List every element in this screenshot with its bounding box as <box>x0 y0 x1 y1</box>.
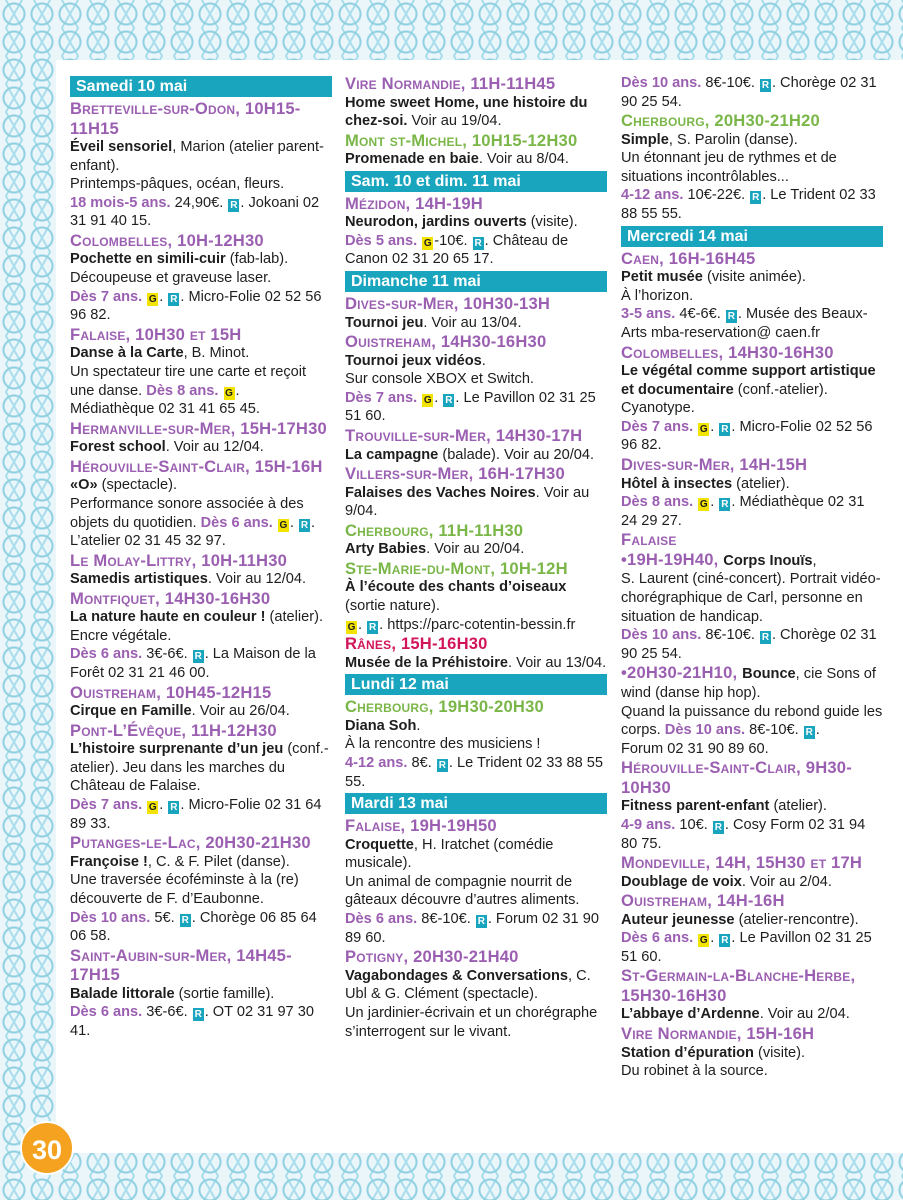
accessibility-icon: G <box>148 802 157 814</box>
event-price: 5€. <box>150 909 179 926</box>
event-place: Colombelles, 14H30-16H30 <box>621 342 834 362</box>
event-place: Montfiquet, 14H30-16H30 <box>70 588 271 608</box>
accessibility-icon: G <box>225 387 233 399</box>
event-place: Hérouville-Saint-Clair, 15H-16H <box>70 456 323 476</box>
event-place: Falaise, 10H30 et 15H <box>70 324 242 344</box>
event-title: Musée de la Préhistoire <box>345 654 509 671</box>
event-detail: (conf.-atelier). Jeu dans les marches du Château de Falaise. <box>70 741 329 795</box>
event-detail: (atelier-rencontre). <box>734 911 859 928</box>
accessibility-icon: G <box>699 935 708 947</box>
event-time: •19H-19H40, <box>621 549 724 569</box>
event-place: Pont-L’Évêque, 11H-12H30 <box>70 720 277 740</box>
event-contact: . Micro-Folie 02 31 64 89 33. <box>70 797 322 832</box>
event-entry <box>70 99 332 231</box>
event-place: Bretteville-sur-Odon, 10H15-11H15 <box>70 99 301 138</box>
event-title: La campagne <box>345 446 439 463</box>
event-detail: . Voir au 9/04. <box>345 484 590 520</box>
event-price: 3€-6€. <box>142 1004 192 1021</box>
event-entry <box>345 294 607 332</box>
page-number: 30 <box>20 1121 74 1175</box>
event-place: Colombelles, 10H-12H30 <box>70 230 264 250</box>
event-price: 8€. <box>407 754 436 771</box>
event-price: 8€-10€. <box>417 911 475 928</box>
event-detail: , S. Parolin (danse). <box>668 131 798 148</box>
event-entry <box>70 419 332 457</box>
reservation-icon: R <box>761 80 770 91</box>
event-price: 8€-10€. <box>745 722 803 739</box>
reservation-icon: R <box>181 914 189 926</box>
event-price: 10€-22€. <box>683 187 750 204</box>
accessibility-icon: G <box>423 394 432 406</box>
event-place: Vire Normandie, 15H-16H <box>621 1024 815 1044</box>
event-title: Danse à la Carte <box>70 345 184 362</box>
event-contact: . Chorège 06 85 64 06 58. <box>70 909 317 945</box>
event-title: Neurodon, jardins ouverts <box>345 214 527 231</box>
event-detail: . Voir au 13/04. <box>508 654 607 671</box>
event-place: Le Molay-Littry, 10H-11H30 <box>70 550 288 570</box>
event-description: Une traversée écoféminste à la (re) découverte de F. d’Eaubonne. <box>70 872 299 907</box>
event-detail: . Voir au 8/04. <box>478 151 569 168</box>
day-header: Sam. 10 et dim. 11 mai <box>345 171 607 192</box>
event-title: Diana Soh <box>345 717 417 734</box>
event-detail: (sortie nature). <box>345 598 440 614</box>
event-title: Doublage de voix <box>621 873 742 890</box>
event-entry <box>345 426 607 464</box>
event-place: Mézidon, 14H-19H <box>345 193 483 213</box>
event-entry: •20H30-21H10, Bounce, cie Sons of wind (danse hip hop). Quand la puissance du rebond guide les corps. Dès 10 ans. 8€-10€. R . Forum 02 31 90 89 60. <box>621 663 883 757</box>
event-entry <box>621 966 883 1024</box>
event-contact: . Micro-Folie 02 52 56 96 82. <box>70 288 322 324</box>
event-title: Samedis artistiques <box>70 571 208 588</box>
event-title: Fitness parent-enfant <box>621 798 770 815</box>
event-place: Ouistreham, 10H45-12H15 <box>70 682 272 702</box>
event-detail: . <box>416 717 421 734</box>
event-contact: Médiathèque 02 31 41 65 45. <box>70 401 260 418</box>
event-title: Balade littorale <box>70 985 175 1002</box>
event-place: Mondeville, 14H, 15H30 et 17H <box>621 853 863 873</box>
event-detail: (visite). <box>753 1044 806 1061</box>
event-detail: (balade). Voir au 20/04. <box>438 446 595 463</box>
column-2 <box>345 74 607 1041</box>
accessibility-icon: G <box>423 237 432 249</box>
event-description: Performance sonore associée à des objets du quotidien. <box>70 495 304 531</box>
event-age: Dès 7 ans. <box>70 288 143 305</box>
event-entry <box>70 833 332 945</box>
event-price: 8€-10€. <box>701 75 759 91</box>
event-title: Auteur jeunesse <box>621 911 735 928</box>
reservation-icon: R <box>194 651 202 663</box>
event-entry <box>345 816 607 947</box>
event-title: À l’écoute des chants d’oiseaux <box>345 579 567 596</box>
reservation-icon: R <box>230 199 238 211</box>
event-place: Ouistreham, 14H-16H <box>621 891 785 911</box>
event-age: Dès 6 ans. <box>70 1004 143 1021</box>
event-description: Un spectateur tire une carte et reçoit une danse. <box>70 363 307 399</box>
event-place: Cherbourg, 19H30-20H30 <box>345 697 544 717</box>
event-entry <box>70 946 332 1041</box>
event-age: Dès 8 ans. <box>621 494 694 511</box>
event-title: La nature haute en couleur ! <box>70 609 266 626</box>
event-place: Rânes, 15H-16H30 <box>345 634 488 654</box>
reservation-icon: R <box>727 311 735 323</box>
event-detail: , cie Sons of wind (danse hip hop). <box>621 666 876 701</box>
event-age: Dès 8 ans. <box>146 382 219 399</box>
event-contact: . Le Pavillon 02 31 25 51 60. <box>621 930 872 965</box>
event-detail: , H. Iratchet (comédie musicale). <box>345 836 554 872</box>
event-contact: . Le Trident 02 33 88 55 55. <box>345 754 604 790</box>
event-age: Dès 10 ans. <box>621 627 702 644</box>
event-detail: (conf.-atelier). <box>733 381 828 398</box>
day-header: Lundi 12 mai <box>345 674 607 695</box>
event-price: 24,90€. <box>170 194 228 211</box>
day-header: Samedi 10 mai <box>70 76 332 97</box>
reservation-icon: R <box>761 632 770 644</box>
event-entry <box>345 634 607 672</box>
event-title: Promenade en baie <box>345 151 479 168</box>
reservation-icon: R <box>170 802 178 814</box>
event-title: Pochette en simili-cuir <box>70 251 226 268</box>
event-price: 8€-10€. <box>701 627 759 644</box>
event-detail: (fab-lab). <box>225 251 289 268</box>
event-age: Dès 7 ans. <box>345 389 418 406</box>
event-price: 10€. <box>675 816 712 833</box>
event-age: 18 mois-5 ans. <box>70 194 171 211</box>
event-contact: . https://parc-cotentin-bessin.fr <box>379 616 576 633</box>
event-title: Cirque en Famille <box>70 703 192 720</box>
column-3 <box>621 74 883 1081</box>
event-age: Dès 7 ans. <box>621 418 694 435</box>
event-contact: . Forum 02 31 90 89 60. <box>345 911 599 946</box>
event-place: Mont st-Michel, 10H15-12H30 <box>345 130 578 150</box>
event-detail: (visite animée). <box>702 269 806 286</box>
reservation-icon: R <box>300 519 309 531</box>
event-place: Putanges-le-Lac, 20H30-21H30 <box>70 833 311 853</box>
event-age: 4-9 ans. <box>621 816 676 833</box>
agenda-panel <box>56 60 903 1153</box>
event-detail: . Voir au 12/04. <box>165 439 264 456</box>
reservation-icon: R <box>721 935 729 947</box>
event-place: Saint-Aubin-sur-Mer, 14H45-17H15 <box>70 945 292 985</box>
reservation-icon: R <box>752 192 760 204</box>
event-description: À l’horizon. <box>621 287 694 304</box>
event-title: Hôtel à insectes <box>621 475 733 492</box>
event-place: St-Germain-la-Blanche-Herbe, 15H30-16H30 <box>621 966 856 1005</box>
reservation-icon: R <box>438 759 446 771</box>
event-entry <box>621 530 883 663</box>
event-detail: (atelier). Encre végétale. <box>70 609 324 644</box>
event-place: Dives-sur-Mer, 14H-15H <box>621 455 808 474</box>
reservation-icon: R <box>445 394 453 406</box>
event-entry <box>345 947 607 1041</box>
event-entry <box>621 853 883 891</box>
event-title: Falaises des Vaches Noires <box>345 484 536 501</box>
event-age: 3-5 ans. <box>621 306 676 323</box>
event-entry: Pont-L’Évêque, 11H-12H30 L’histoire surprenante d’un jeu (conf.-atelier). Jeu dans les marches du Château de Falaise. Dès 7 ans. G . R . Micro-Folie 02 31 64 89 33. <box>70 721 332 833</box>
event-entry: Colombelles, 10H-12H30 Pochette en simili-cuir (fab-lab). Découpeuse et graveuse laser. Dès 7 ans. G . R . Micro-Folie 02 52 56 96 82. <box>70 231 332 325</box>
event-entry <box>345 521 607 559</box>
event-description: Un animal de compagnie nourrit de gâteaux découvre d’autres aliments. <box>345 873 580 909</box>
event-title: Tournoi jeu <box>345 314 424 331</box>
event-entry <box>70 551 332 589</box>
accessibility-icon: G <box>699 423 708 435</box>
event-description: S. Laurent (ciné-concert). Portrait vidéo-chorégraphique de Carl, personne en situation de handicap. <box>621 571 881 625</box>
event-detail: (sortie famille). <box>174 985 275 1002</box>
event-detail: Voir au 19/04. <box>407 113 502 130</box>
event-title: Bounce <box>742 666 796 683</box>
event-title: Forest school <box>70 439 166 456</box>
event-description: Du robinet à la source. <box>621 1063 768 1080</box>
event-title: «O» <box>70 477 98 494</box>
event-entry <box>70 589 332 683</box>
event-place: Cherbourg, 11H-11H30 <box>345 520 524 540</box>
event-age: 4-12 ans. <box>345 754 408 771</box>
event-age: Dès 6 ans. <box>621 930 694 947</box>
event-price: -10€. <box>434 232 472 249</box>
event-title: Françoise ! <box>70 853 148 870</box>
event-place: Vire Normandie, 11H-11H45 <box>345 74 556 93</box>
event-description: Un jardinier-écrivain et un chorégraphe s’interrogent sur le vivant. <box>345 1004 598 1040</box>
event-entry: Hérouville-Saint-Clair, 15H-16H «O» (spectacle). Performance sonore associée à des objets du quotidien. Dès 6 ans. G . R . L’atelier 02 31 45 32 97. <box>70 457 332 551</box>
event-contact: . Le Trident 02 33 88 55 55. <box>621 187 876 223</box>
event-entry: Ouistreham, 14H30-16H30 Tournoi jeux vidéos. Sur console XBOX et Switch. Dès 7 ans. G . R . Le Pavillon 02 31 25 51 60. <box>345 332 607 426</box>
accessibility-icon: G <box>279 519 288 531</box>
accessibility-icon: G <box>347 621 356 633</box>
event-description: Quand la puissance du rebond guide les corps. <box>621 703 883 739</box>
event-entry <box>345 697 607 791</box>
event-detail: , C. & F. Pilet (danse). <box>147 853 290 870</box>
event-detail: , B. Minot. <box>183 345 250 362</box>
event-age: Dès 7 ans. <box>70 797 143 814</box>
event-detail: . Voir au 2/04. <box>741 873 832 890</box>
event-description: À la rencontre des musiciens ! <box>345 736 541 753</box>
event-place: Trouville-sur-Mer, 14H30-17H <box>345 426 583 446</box>
event-time: •20H30-21H10, <box>621 663 743 683</box>
reservation-icon: R <box>474 237 482 249</box>
event-entry <box>345 464 607 521</box>
event-place: Cherbourg, 20H30-21H20 <box>621 111 820 131</box>
event-description: Sur console XBOX et Switch. <box>345 371 534 388</box>
event-entry: Colombelles, 14H30-16H30 Le végétal comme support artistique et documentaire (conf.-atelier). Cyanotype. Dès 7 ans. G . R . Micro-Folie 02 52 56 96 82. <box>621 343 883 455</box>
event-contact: . Chorège 02 31 90 25 54. <box>621 627 877 662</box>
event-title: Tournoi jeux vidéos <box>345 352 482 369</box>
event-title: Éveil sensoriel <box>70 139 173 155</box>
event-contact: Forum 02 31 90 89 60. <box>621 740 769 757</box>
event-detail: (visite). <box>526 214 578 231</box>
event-title: Petit musée <box>621 269 703 286</box>
event-detail: , Marion (atelier parent-enfant). <box>70 139 324 174</box>
event-description: Printemps-pâques, océan, fleurs. <box>70 176 285 193</box>
event-place: Hermanville-sur-Mer, 15H-17H30 <box>70 418 327 438</box>
event-entry <box>345 74 607 131</box>
event-title: Station d’épuration <box>621 1044 754 1061</box>
reservation-icon: R <box>477 916 485 928</box>
event-detail: . Voir au 20/04. <box>426 541 525 558</box>
day-header: Dimanche 11 mai <box>345 271 607 292</box>
event-contact: . La Maison de la Forêt 02 31 21 46 00. <box>70 646 316 682</box>
event-price: 4€-6€. <box>675 306 725 323</box>
event-detail: , C. Ubl & G. Clément (spectacle). <box>345 967 591 1003</box>
reservation-icon: R <box>721 499 729 511</box>
event-age: Dès 6 ans. <box>200 514 273 531</box>
event-detail: . Voir au 13/04. <box>423 314 522 331</box>
day-header: Mercredi 14 mai <box>621 226 883 247</box>
event-place: Ouistreham, 14H30-16H30 <box>345 332 547 352</box>
event-detail: . Voir au 2/04. <box>759 1006 850 1023</box>
event-description: Cyanotype. <box>621 400 695 417</box>
event-age: Dès 6 ans. <box>345 911 418 928</box>
event-detail: (atelier). <box>732 475 790 492</box>
event-entry <box>621 249 883 343</box>
event-title: Croquette <box>345 836 414 853</box>
event-contact: . Jokoani 02 31 91 40 15. <box>70 194 320 230</box>
event-place: Falaise <box>621 530 677 550</box>
reservation-icon: R <box>714 821 722 833</box>
event-detail: (spectacle). <box>97 477 178 494</box>
event-detail: , <box>812 552 817 569</box>
event-contact: . Médiathèque 02 31 24 29 27. <box>621 494 865 529</box>
event-entry <box>621 74 883 111</box>
day-header: Mardi 13 mai <box>345 793 607 814</box>
accessibility-icon: G <box>699 499 708 511</box>
event-entry: Dives-sur-Mer, 14H-15H Hôtel à insectes (atelier). Dès 8 ans. G . R . Médiathèque 02 31 24 29 27. <box>621 455 883 530</box>
event-entry: Falaise, 10H30 et 15H Danse à la Carte, B. Minot. Un spectateur tire une carte et reçoit une danse. Dès 8 ans. G . Médiathèque 02 31 41 65 45. <box>70 325 332 419</box>
event-place: Potigny, 20H30-21H40 <box>345 947 519 967</box>
event-detail: . Voir au 12/04. <box>207 571 307 588</box>
event-place: Villers-sur-Mer, 16H-17H30 <box>345 464 565 484</box>
event-entry <box>345 131 607 169</box>
event-entry <box>345 194 607 269</box>
event-title: Corps Inouïs <box>723 552 813 569</box>
event-place: Hérouville-Saint-Clair, 9H30-10H30 <box>621 758 852 797</box>
event-detail: (atelier). <box>769 798 827 815</box>
reservation-icon: R <box>170 293 178 305</box>
event-entry <box>621 1024 883 1081</box>
event-description: Un étonnant jeu de rythmes et de situations incontrôlables... <box>621 150 837 185</box>
event-detail: . <box>481 352 486 369</box>
event-age: Dès 5 ans. <box>345 232 418 249</box>
reservation-icon: R <box>721 423 729 435</box>
reservation-icon: R <box>805 727 813 739</box>
event-age: Dès 10 ans. <box>621 75 702 91</box>
event-age: Dès 6 ans. <box>70 646 143 663</box>
event-entry <box>621 111 883 223</box>
event-age: Dès 10 ans. <box>664 722 746 739</box>
reservation-icon: R <box>194 1009 202 1021</box>
event-contact: L’atelier 02 31 45 32 97. <box>70 533 226 550</box>
event-title: Arty Babies <box>345 541 427 558</box>
event-contact: . Micro-Folie 02 52 56 96 82. <box>621 418 873 454</box>
event-contact: . Chorège 02 31 90 25 54. <box>621 75 877 110</box>
reservation-icon: R <box>368 621 377 633</box>
event-age: Dès 10 ans. <box>70 909 151 926</box>
event-entry: Ouistreham, 14H-16H Auteur jeunesse (atelier-rencontre). Dès 6 ans. G . R . Le Pavillon 02 31 25 51 60. <box>621 891 883 966</box>
event-title: L’abbaye d’Ardenne <box>621 1006 760 1023</box>
event-entry: Ste-Marie-du-Mont, 10H-12H À l’écoute des chants d’oiseaux (sortie nature). G . R . https://parc-cotentin-bessin.fr <box>345 559 607 634</box>
event-contact: . OT 02 31 97 30 41. <box>70 1004 314 1039</box>
event-title: Simple <box>621 131 669 148</box>
event-detail: . Voir au 26/04. <box>191 703 290 720</box>
event-contact: . Château de Canon 02 31 20 65 17. <box>345 232 569 268</box>
event-entry <box>70 683 332 721</box>
event-place: Ste-Marie-du-Mont, 10H-12H <box>345 558 568 578</box>
event-place: Caen, 16H-16H45 <box>621 248 756 268</box>
event-age: 4-12 ans. <box>621 187 684 204</box>
event-entry <box>621 758 883 853</box>
event-place: Falaise, 19H-19H50 <box>345 816 497 836</box>
event-place: Dives-sur-Mer, 10H30-13H <box>345 294 551 314</box>
event-title: Vagabondages & Conversations <box>345 967 569 984</box>
event-title: Le végétal comme support artistique et documentaire <box>621 363 876 398</box>
event-title: L’histoire surprenante d’un jeu <box>70 741 284 758</box>
event-price: 3€-6€. <box>142 646 192 663</box>
event-title: Home sweet Home, une histoire du chez-soi. <box>345 94 588 130</box>
event-contact: . Musée des Beaux-Arts mba-reservation@ caen.fr <box>621 306 868 341</box>
event-contact: . Cosy Form 02 31 94 80 75. <box>621 816 866 852</box>
accessibility-icon: G <box>148 293 157 305</box>
event-description: Découpeuse et graveuse laser. <box>70 270 272 287</box>
event-contact: . Le Pavillon 02 31 25 51 60. <box>345 389 596 425</box>
column-1 <box>70 74 332 1040</box>
